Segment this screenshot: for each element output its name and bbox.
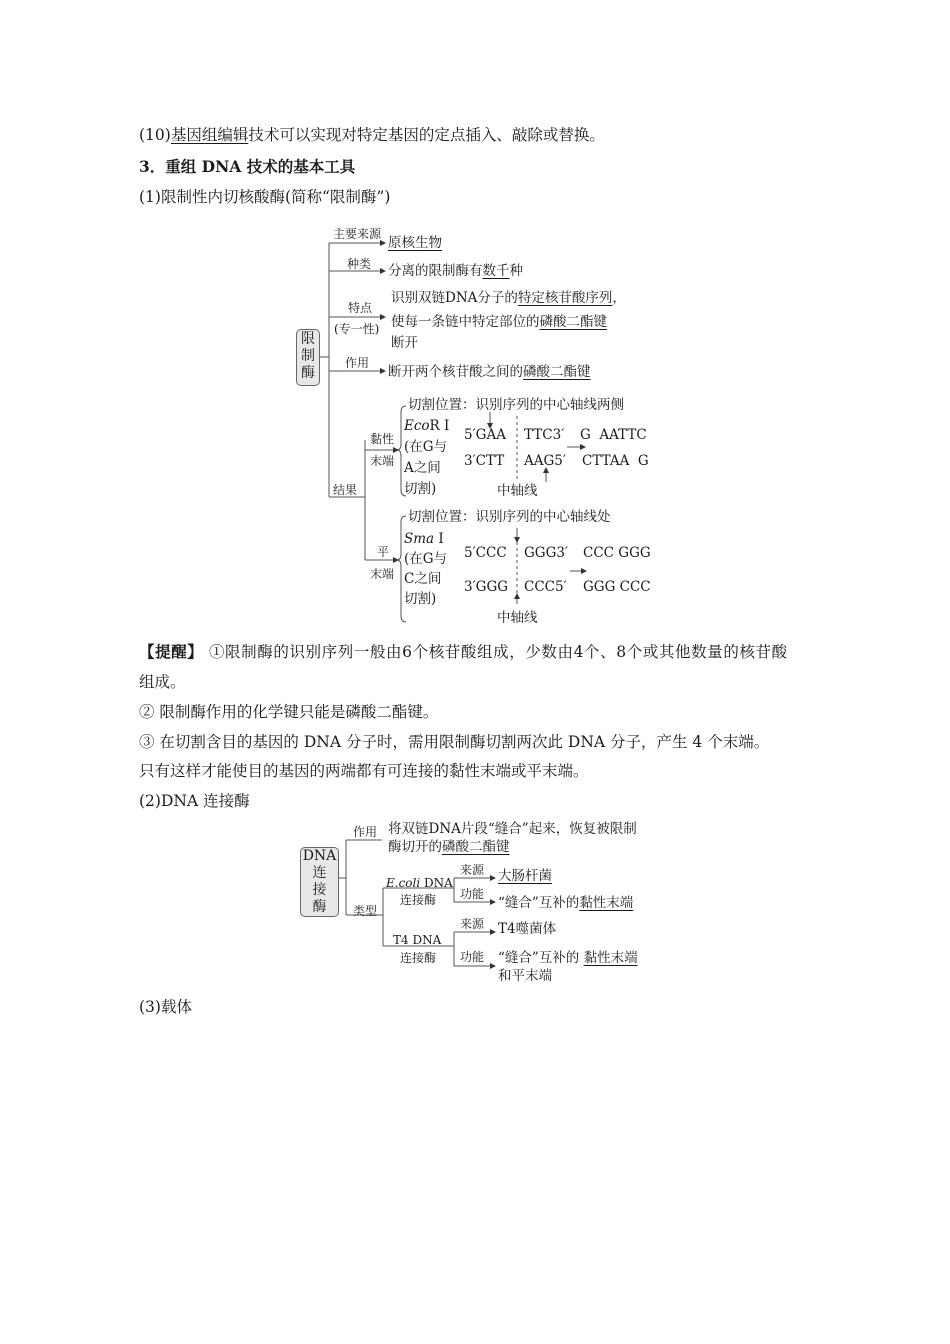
ecor1-note: (在G与 xyxy=(404,439,448,455)
item-text: 技术可以实现对特定基因的定点插入、敲除或替换。 xyxy=(248,126,605,144)
value-feature-3: 断开 xyxy=(391,335,418,351)
label-feature: 特点 xyxy=(348,301,373,315)
sequence: CCC GGG xyxy=(583,545,651,561)
ecoli-function: “缝合”互补的黏性末端 xyxy=(498,895,634,911)
label-source: 来源 xyxy=(460,917,485,931)
tip-line-3: ② 限制酶作用的化学键只能是磷酸二酯键。 xyxy=(139,703,439,721)
sequence: 5′CCC xyxy=(464,545,507,561)
underlined-term: 基因组编辑 xyxy=(170,126,249,144)
sequence: 3′CTT xyxy=(464,453,505,469)
sma1-note: (在G与 xyxy=(404,551,448,567)
label-blunt-end: 末端 xyxy=(370,567,395,581)
value-function: 断开两个核苷酸之间的磷酸二酯键 xyxy=(388,364,591,380)
t4-function-2: 和平末端 xyxy=(498,968,552,984)
label-type: 类型 xyxy=(353,904,378,918)
subheading-dna-ligase: (2)DNA 连接酶 xyxy=(139,792,250,810)
blunt-cut-position: 切割位置：识别序列的中心轴线处 xyxy=(408,509,611,525)
label-function: 功能 xyxy=(460,887,485,901)
value-main-source: 原核生物 xyxy=(388,235,442,251)
sma1-note: 切割) xyxy=(404,591,437,607)
ecor1-note: A之间 xyxy=(404,460,441,476)
item-number: (10) xyxy=(139,126,171,144)
label-function: 作用 xyxy=(345,356,370,370)
value-types: 分离的限制酶有数千种 xyxy=(388,263,523,279)
ecor1-name: EcoR Ⅰ xyxy=(404,418,450,434)
t4-function: “缝合”互补的 黏性末端 xyxy=(498,950,638,966)
ecoli-ligase-suffix: 连接酶 xyxy=(400,893,437,907)
tip-line-4: ③ 在切割含目的基因的 DNA 分子时，需用限制酶切割两次此 DNA 分子，产生 4 个末端。 xyxy=(139,733,770,751)
sequence: 5′GAA xyxy=(464,427,506,443)
value-feature-1: 识别双链DNA分子的特定核苷酸序列， xyxy=(391,290,626,306)
label-result: 结果 xyxy=(333,483,358,497)
label-function: 作用 xyxy=(353,825,378,839)
ecoli-ligase: E.coli DNA xyxy=(386,876,453,890)
t4-ligase: T4 DNA xyxy=(393,933,442,947)
tip-line-5: 只有这样才能使目的基因的两端都有可连接的黏性末端或平末端。 xyxy=(139,762,589,780)
sequence: 3′GGG xyxy=(464,579,509,595)
sequence: CTTAA G xyxy=(582,453,649,469)
label-sticky: 黏性 xyxy=(370,432,395,446)
ligase-function-1: 将双链DNA片段“缝合”起来，恢复被限制 xyxy=(388,821,637,837)
label-function: 功能 xyxy=(460,950,485,964)
sequence: TTC3′ xyxy=(524,427,565,443)
label-types: 种类 xyxy=(347,257,372,271)
ligase-function-2: 酶切开的磷酸二酯键 xyxy=(388,839,510,855)
section-heading: 3．重组 DNA 技术的基本工具 xyxy=(139,157,356,176)
label-sticky-end: 末端 xyxy=(370,454,395,468)
sequence: GGG3′ xyxy=(524,545,569,561)
label-specificity: (专一性) xyxy=(334,322,380,336)
tip-line-1: 【提醒】 ①限制酶的识别序列一般由6个核苷酸组成，少数由4个、8个或其他数量的核苷酸 xyxy=(139,642,788,661)
axis-label: 中轴线 xyxy=(497,483,538,499)
label-main-source: 主要来源 xyxy=(333,227,382,241)
sticky-cut-position: 切割位置：识别序列的中心轴线两侧 xyxy=(408,397,624,413)
sequence: AAG5′ xyxy=(524,453,566,469)
t4-source: T4噬菌体 xyxy=(498,921,557,937)
sequence: G AATTC xyxy=(580,427,647,443)
ecoli-source: 大肠杆菌 xyxy=(498,868,552,884)
sequence: GGG CCC xyxy=(583,579,651,595)
t4-ligase-suffix: 连接酶 xyxy=(400,951,437,965)
ecor1-note: 切割) xyxy=(404,481,437,497)
dna-ligase-root-box: DNA 连 接 酶 xyxy=(300,847,339,917)
label-blunt: 平 xyxy=(377,545,390,559)
subheading-restriction-enzyme: (1)限制性内切核酸酶(简称“限制酶”) xyxy=(139,188,391,206)
subheading-vector: (3)载体 xyxy=(139,998,192,1016)
sma1-note: C之间 xyxy=(404,571,442,587)
restriction-enzyme-root-box: 限 制 酶 xyxy=(296,329,320,386)
tip-line-2: 组成。 xyxy=(139,673,186,691)
sequence: CCC5′ xyxy=(524,579,567,595)
value-feature-2: 使每一条链中特定部位的磷酸二酯键 xyxy=(391,314,607,330)
sma1-name: Sma Ⅰ xyxy=(404,531,444,547)
label-source: 来源 xyxy=(460,863,485,877)
axis-label: 中轴线 xyxy=(497,610,538,626)
